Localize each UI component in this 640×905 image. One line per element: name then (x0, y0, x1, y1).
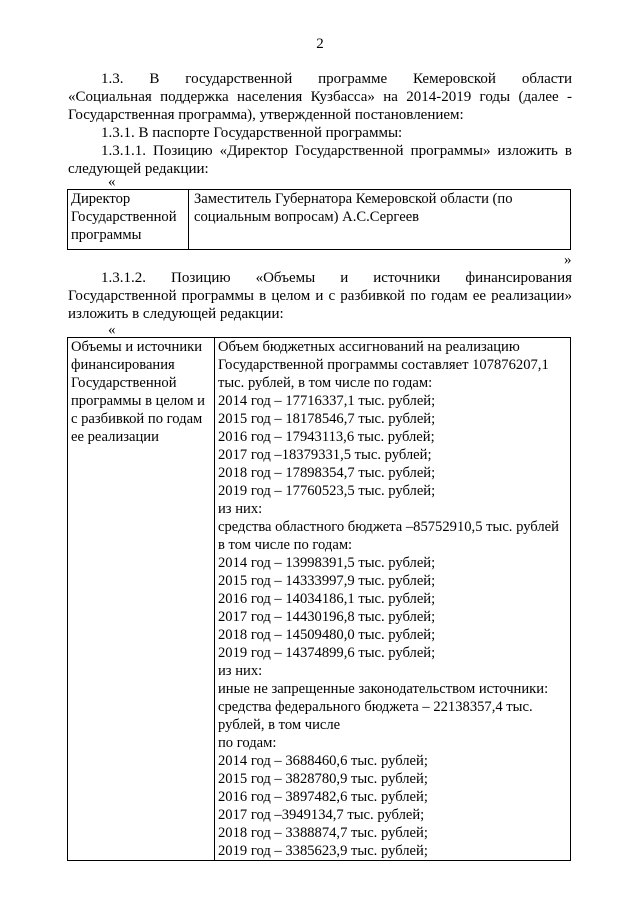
director-value-cell (189, 190, 571, 250)
funding-value-line: средства областного бюджета –85752910,5 тыс. рублей (218, 519, 559, 535)
funding-label-line: ее реализации (71, 429, 159, 445)
funding-value-line: из них: (218, 663, 263, 679)
paragraph-1-3-1-2-line-2: Государственной программы в целом и с разбивкой по годам ее реализации» (68, 288, 572, 304)
paragraph-1-3-line-2: «Социальная поддержка населения Кузбасса» на 2014-2019 годы (далее - (68, 89, 572, 105)
paragraph-1-3-1-2-line-3: изложить в следующей редакции: (68, 306, 284, 322)
funding-value-line: 2019 год – 14374899,6 тыс. рублей; (218, 645, 436, 661)
paragraph-1-3-1-2-line-1: 1.3.1.2. Позицию «Объемы и источники финансирования (101, 270, 572, 286)
funding-value-line: 2018 год – 3388874,7 тыс. рублей; (218, 825, 428, 841)
funding-value-line: 2017 год –3949134,7 тыс. рублей; (218, 807, 425, 823)
funding-value-line: рублей, в том числе (218, 717, 341, 733)
director-table (67, 189, 571, 250)
director-value-line: социальным вопросам) А.С.Сергеев (194, 209, 420, 225)
funding-value-line: 2015 год – 3828780,9 тыс. рублей; (218, 771, 428, 787)
funding-value-line: 2014 год – 13998391,5 тыс. рублей; (218, 555, 436, 571)
funding-table (67, 337, 571, 861)
funding-value-line: Государственной программы составляет 107876207,1 (218, 357, 549, 373)
funding-label-cell (68, 338, 215, 861)
funding-value-line: средства федерального бюджета – 22138357,4 тыс. (218, 699, 533, 715)
director-label-line: Директор (71, 191, 131, 207)
funding-value-line: 2015 год – 14333997,9 тыс. рублей; (218, 573, 436, 589)
director-label-line: программы (71, 227, 142, 243)
funding-value-line: 2018 год – 17898354,7 тыс. рублей; (218, 465, 436, 481)
director-label-cell (68, 190, 189, 250)
paragraph-1-3-1-1-line-2: следующей редакции: (68, 161, 209, 177)
funding-value-line: 2017 год – 14430196,8 тыс. рублей; (218, 609, 436, 625)
director-label-line: Государственной (71, 209, 177, 225)
funding-value-line: 2016 год – 3897482,6 тыс. рублей; (218, 789, 428, 805)
open-quote-1: « (108, 174, 116, 190)
funding-label-line: Государственной (71, 375, 177, 391)
funding-label-line: программы в целом и (71, 393, 205, 409)
funding-value-line: 2016 год – 14034186,1 тыс. рублей; (218, 591, 436, 607)
funding-value-line: 2019 год – 17760523,5 тыс. рублей; (218, 483, 436, 499)
open-quote-2: « (108, 322, 116, 338)
funding-value-line: в том числе по годам: (218, 537, 353, 553)
funding-value-line: 2019 год – 3385623,9 тыс. рублей; (218, 843, 428, 859)
funding-value-line: по годам: (218, 735, 277, 751)
director-value-line: Заместитель Губернатора Кемеровской области (по (194, 191, 513, 207)
paragraph-1-3-1-1-line-1: 1.3.1.1. Позицию «Директор Государственной программы» изложить в (101, 143, 572, 159)
funding-label-line: финансирования (71, 357, 175, 373)
funding-value-line: 2016 год – 17943113,6 тыс. рублей; (218, 429, 435, 445)
paragraph-1-3-line-1: 1.3. В государственной программе Кемеровской области (101, 71, 572, 87)
funding-label-line: с разбивкой по годам (71, 411, 203, 427)
funding-value-line: 2014 год – 17716337,1 тыс. рублей; (218, 393, 436, 409)
funding-label-line: Объемы и источники (71, 339, 203, 355)
funding-value-line: тыс. рублей, в том числе по годам: (218, 375, 433, 391)
funding-value-line: из них: (218, 501, 263, 517)
page-number: 2 (316, 36, 324, 52)
funding-value-line: иные не запрещенные законодательством источники: (218, 681, 549, 697)
close-quote-1: » (564, 252, 572, 268)
funding-value-line: 2014 год – 3688460,6 тыс. рублей; (218, 753, 428, 769)
funding-value-line: 2018 год – 14509480,0 тыс. рублей; (218, 627, 436, 643)
funding-value-line: Объем бюджетных ассигнований на реализацию (218, 339, 520, 355)
funding-value-line: 2017 год –18379331,5 тыс. рублей; (218, 447, 432, 463)
funding-value-cell (215, 338, 571, 861)
funding-value-line: 2015 год – 18178546,7 тыс. рублей; (218, 411, 436, 427)
paragraph-1-3-1: 1.3.1. В паспорте Государственной программы: (101, 125, 403, 141)
paragraph-1-3-line-3: Государственная программа), утвержденной постановлением: (68, 107, 464, 123)
